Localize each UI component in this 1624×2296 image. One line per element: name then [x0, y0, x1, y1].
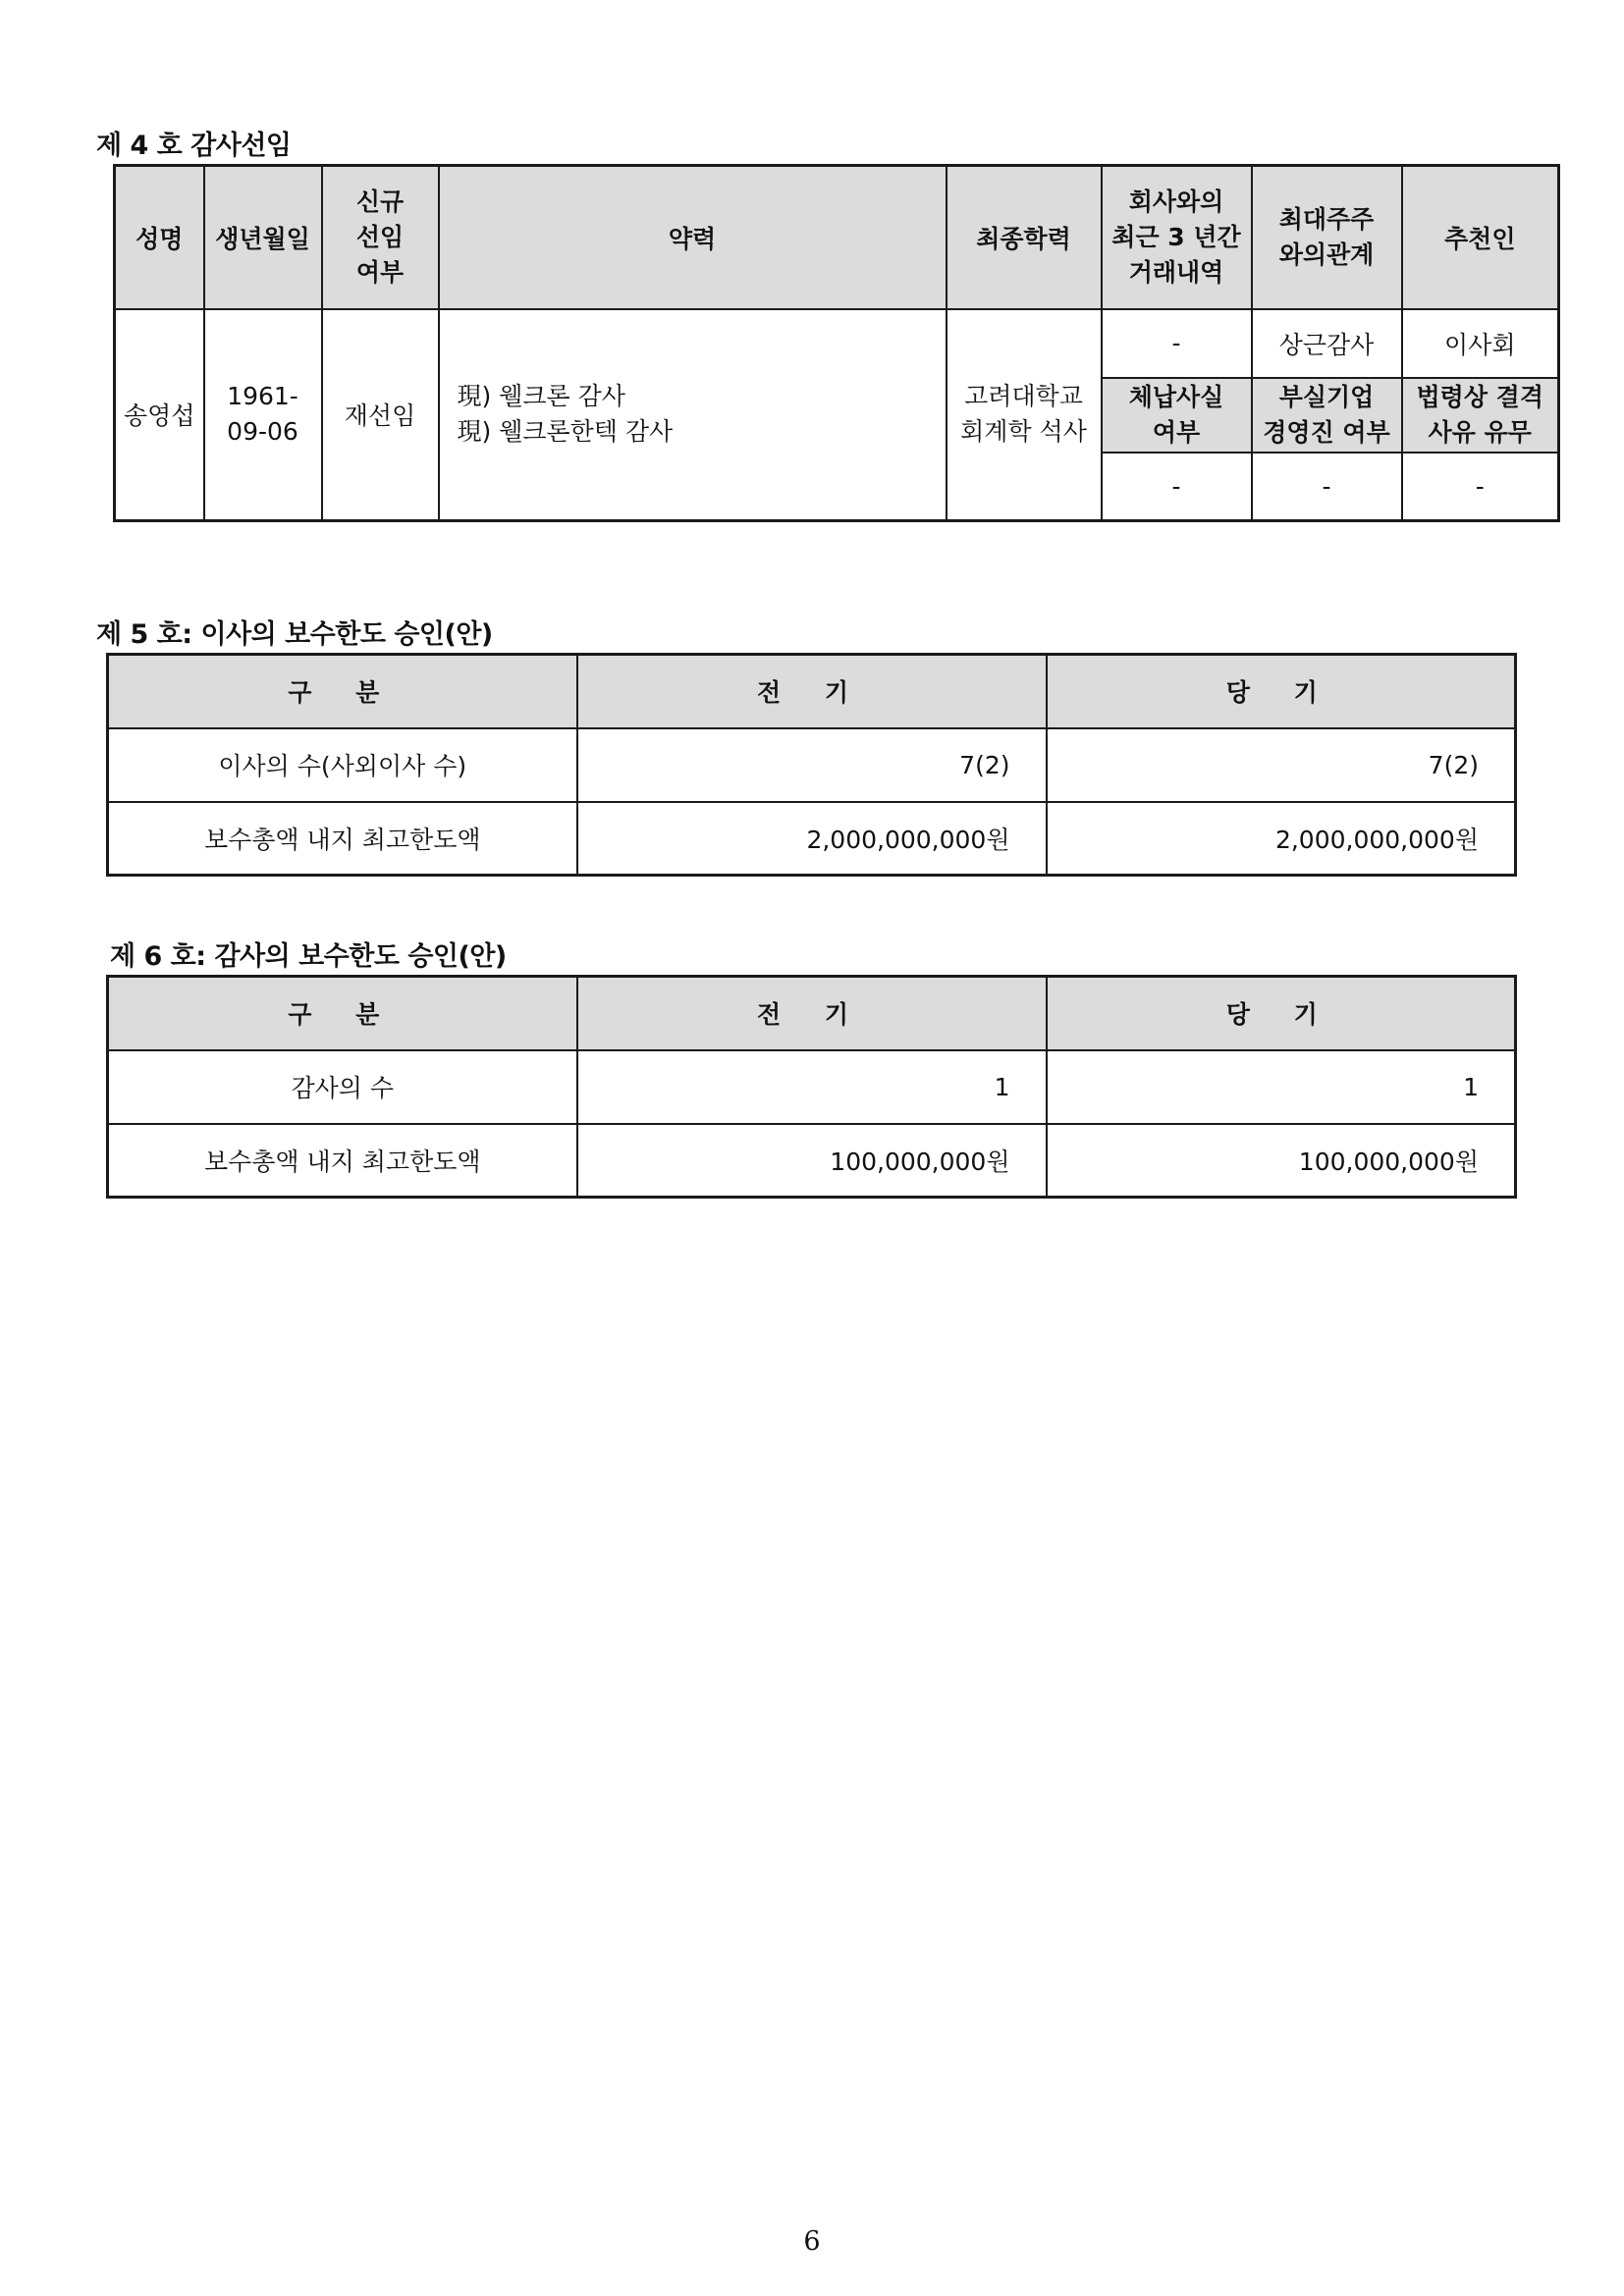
cell-insolvent: -: [1252, 453, 1402, 521]
table-row: [108, 1124, 1516, 1198]
cell-birth-line2: 09-06: [227, 417, 298, 447]
cell-previous: 2,000,000,000원: [577, 802, 1047, 876]
cell-label: 감사의 수: [108, 1050, 577, 1124]
table-header-row: [108, 977, 1516, 1050]
header-category: 구 분: [108, 655, 577, 728]
header-category: 구 분: [108, 977, 577, 1050]
subheader-disq-line1: 법령상 결격: [1416, 382, 1543, 411]
cell-reappointment: 재선임: [322, 309, 439, 521]
cell-edu-line1: 고려대학교: [964, 382, 1083, 411]
cell-previous: 1: [577, 1050, 1047, 1124]
header-txn-line2: 최근 3 년간: [1111, 222, 1241, 251]
cell-birth-line1: 1961-: [227, 382, 298, 411]
header-career: 약력: [439, 166, 947, 309]
cell-disqualification: -: [1402, 453, 1559, 521]
header-transactions: [1102, 166, 1252, 309]
header-new-line3: 여부: [355, 257, 405, 287]
cell-edu-line2: 회계학 석사: [960, 417, 1087, 447]
table-header-row: [115, 166, 1559, 309]
subheader-arrears-line1: 체납사실: [1128, 382, 1224, 411]
section6-title: 제 6 호: 감사의 보수한도 승인(안): [110, 941, 507, 972]
section5-title: 제 5 호: 이사의 보수한도 승인(안): [96, 619, 493, 650]
header-current: 당 기: [1047, 655, 1516, 728]
cell-name: 송영섭: [115, 309, 204, 521]
section4-title: 제 4 호 감사선임: [96, 131, 292, 161]
header-previous: 전 기: [577, 977, 1047, 1050]
header-rel-line1: 최대주주: [1278, 204, 1375, 234]
header-new-line2: 선임: [355, 222, 405, 251]
table-row: [108, 1050, 1516, 1124]
cell-career-line1: 現) 웰크론 감사: [457, 382, 625, 411]
cell-education: [947, 309, 1102, 521]
header-relationship: [1252, 166, 1402, 309]
cell-relationship: 상근감사: [1252, 309, 1402, 378]
header-txn-line1: 회사와의: [1128, 187, 1224, 216]
cell-arrears: -: [1102, 453, 1252, 521]
header-recommender: 추천인: [1402, 166, 1559, 309]
header-current: 당 기: [1047, 977, 1516, 1050]
header-previous: 전 기: [577, 655, 1047, 728]
cell-previous: 100,000,000원: [577, 1124, 1047, 1198]
header-txn-line3: 거래내역: [1128, 257, 1224, 287]
table-row: [108, 728, 1516, 802]
header-birth: 생년월일: [204, 166, 322, 309]
cell-current: 7(2): [1047, 728, 1516, 802]
table-row: [108, 802, 1516, 876]
subheader-arrears-line2: 여부: [1152, 417, 1201, 447]
subheader-disqualification: [1402, 378, 1559, 453]
cell-previous: 7(2): [577, 728, 1047, 802]
cell-transactions: -: [1102, 309, 1252, 378]
cell-current: 2,000,000,000원: [1047, 802, 1516, 876]
subheader-insolvent-line1: 부실기업: [1278, 382, 1375, 411]
page-number: 6: [803, 2226, 821, 2257]
auditor-compensation-table: [106, 975, 1517, 1199]
header-education: 최종학력: [947, 166, 1102, 309]
subheader-disq-line2: 사유 유무: [1428, 417, 1532, 447]
table-row: [115, 309, 1559, 378]
subheader-arrears: [1102, 378, 1252, 453]
header-new-appointment: [322, 166, 439, 309]
cell-current: 1: [1047, 1050, 1516, 1124]
table-header-row: [108, 655, 1516, 728]
header-new-line1: 신규: [355, 187, 405, 216]
cell-label: 보수총액 내지 최고한도액: [108, 1124, 577, 1198]
cell-birth: [204, 309, 322, 521]
subheader-insolvent: [1252, 378, 1402, 453]
subheader-insolvent-line2: 경영진 여부: [1263, 417, 1390, 447]
cell-recommender: 이사회: [1402, 309, 1559, 378]
header-rel-line2: 와의관계: [1278, 240, 1375, 269]
director-compensation-table: [106, 653, 1517, 877]
cell-current: 100,000,000원: [1047, 1124, 1516, 1198]
cell-career: [439, 309, 947, 521]
cell-career-line2: 現) 웰크론한텍 감사: [457, 417, 674, 447]
auditor-appointment-table: [113, 164, 1560, 522]
cell-label: 이사의 수(사외이사 수): [108, 728, 577, 802]
header-name: 성명: [115, 166, 204, 309]
cell-label: 보수총액 내지 최고한도액: [108, 802, 577, 876]
